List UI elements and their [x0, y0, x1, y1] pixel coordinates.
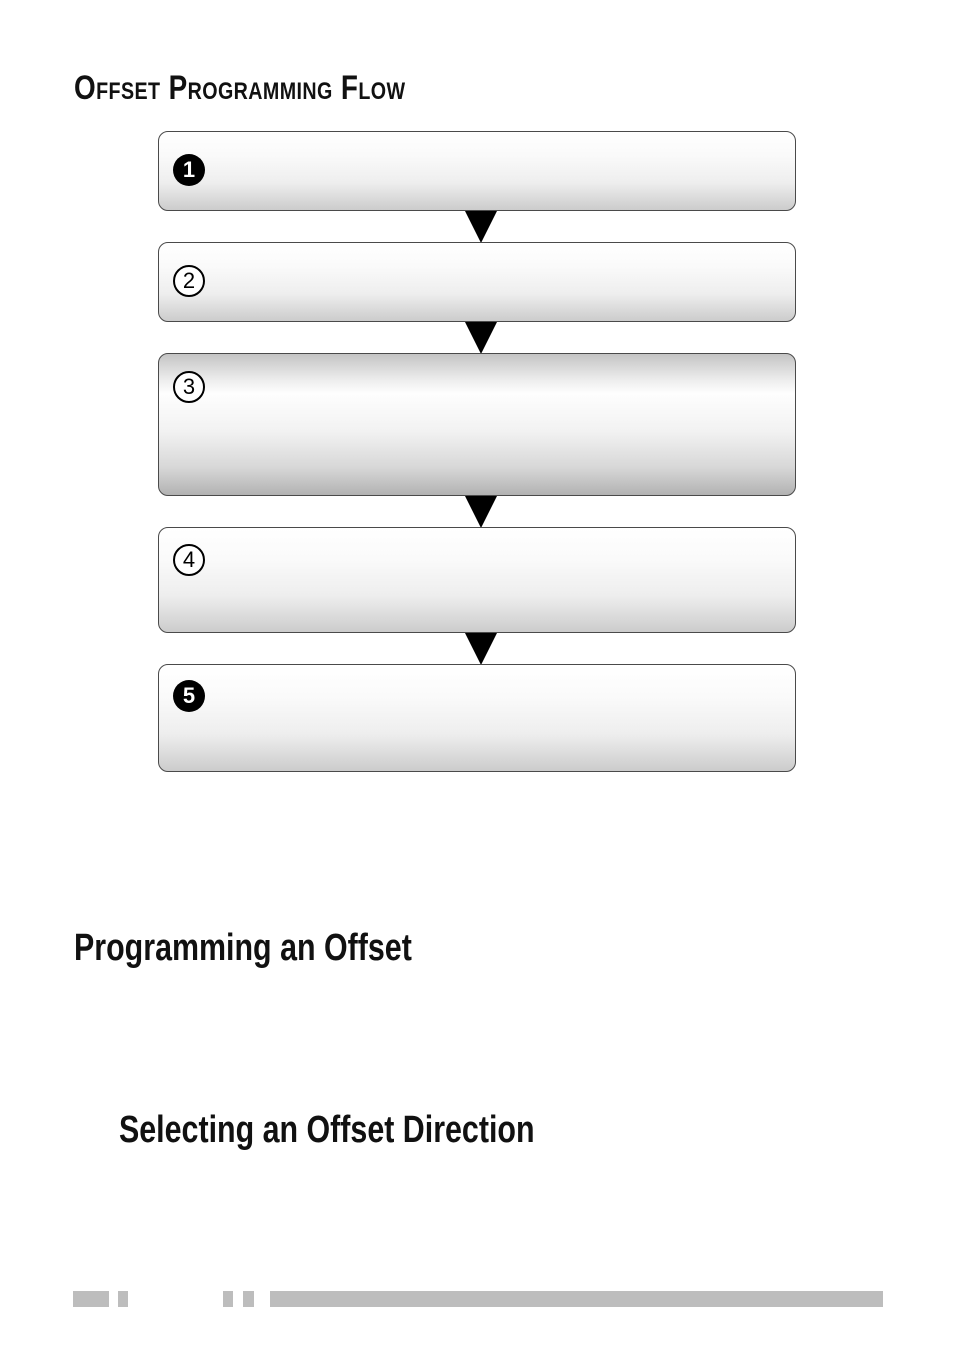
footer-bar-segment — [243, 1291, 254, 1307]
flow-step-2 — [158, 242, 796, 322]
step-number-3: 3 — [173, 371, 205, 403]
footer-bar-segment — [73, 1291, 109, 1307]
flow-arrow-down-icon — [465, 211, 497, 243]
flow-arrow-down-icon — [465, 496, 497, 528]
flow-heading: Offset Programming Flow — [74, 69, 406, 107]
flow-step-4 — [158, 527, 796, 633]
footer-bar-long — [270, 1291, 883, 1307]
subsection-heading: Selecting an Offset Direction — [119, 1109, 535, 1151]
footer-bar-segment — [223, 1291, 233, 1307]
step-number-4: 4 — [173, 544, 205, 576]
step-number-5: 5 — [173, 680, 205, 712]
section-heading: Programming an Offset — [74, 927, 412, 969]
flow-step-1 — [158, 131, 796, 211]
flow-step-5 — [158, 664, 796, 772]
step-number-1: 1 — [173, 154, 205, 186]
footer-bar-segment — [118, 1291, 128, 1307]
flow-arrow-down-icon — [465, 633, 497, 665]
step-number-2: 2 — [173, 265, 205, 297]
flow-step-3 — [158, 353, 796, 496]
flow-arrow-down-icon — [465, 322, 497, 354]
